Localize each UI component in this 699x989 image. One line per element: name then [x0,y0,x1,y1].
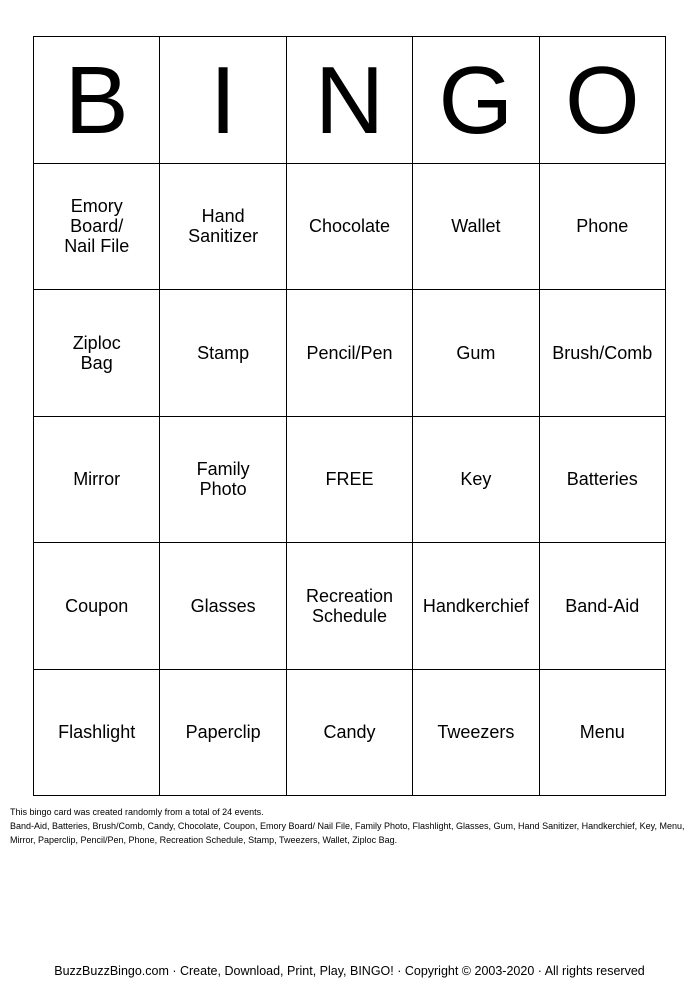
bingo-cell: Chocolate [287,164,413,291]
card-info-event-list: Band-Aid, Batteries, Brush/Comb, Candy, Chocolate, Coupon, Emory Board/ Nail File, Family Photo, Flashlight, Glasses, Gum, Hand Sanitizer, Handkerchief, Key, Menu, Mirror, Paperclip, Pencil/Pen, Phone, Recreation Schedule, Stamp, Tweezers, Wallet, Ziploc Bag. [10,821,685,845]
bingo-cell: Hand Sanitizer [160,164,286,291]
bingo-cell: Family Photo [160,417,286,544]
bingo-cell: Recreation Schedule [287,543,413,670]
bingo-cell: Phone [540,164,666,291]
bingo-free-space: FREE [287,417,413,544]
bingo-header-g: G [413,37,539,164]
site-footer: BuzzBuzzBingo.com · Create, Download, Print, Play, BINGO! · Copyright © 2003-2020 · All rights reserved [54,964,645,978]
bingo-cell: Emory Board/ Nail File [34,164,160,291]
bingo-cell: Batteries [540,417,666,544]
bingo-cell: Ziploc Bag [34,290,160,417]
bingo-cell: Menu [540,670,666,797]
bingo-cell: Handkerchief [413,543,539,670]
bingo-cell: Mirror [34,417,160,544]
bingo-cell: Candy [287,670,413,797]
bingo-cell: Gum [413,290,539,417]
bingo-header-i: I [160,37,286,164]
bingo-cell: Stamp [160,290,286,417]
bingo-cell: Paperclip [160,670,286,797]
card-info-summary: This bingo card was created randomly from a total of 24 events. [10,807,264,817]
bingo-cell: Pencil/Pen [287,290,413,417]
bingo-cell: Tweezers [413,670,539,797]
bingo-cell: Wallet [413,164,539,291]
bingo-header-o: O [540,37,666,164]
bingo-cell: Glasses [160,543,286,670]
bingo-cell: Coupon [34,543,160,670]
bingo-cell: Band-Aid [540,543,666,670]
bingo-cell: Brush/Comb [540,290,666,417]
card-info [10,805,690,847]
bingo-cell: Key [413,417,539,544]
bingo-header-b: B [34,37,160,164]
bingo-cell: Flashlight [34,670,160,797]
bingo-card [33,36,666,796]
bingo-header-n: N [287,37,413,164]
